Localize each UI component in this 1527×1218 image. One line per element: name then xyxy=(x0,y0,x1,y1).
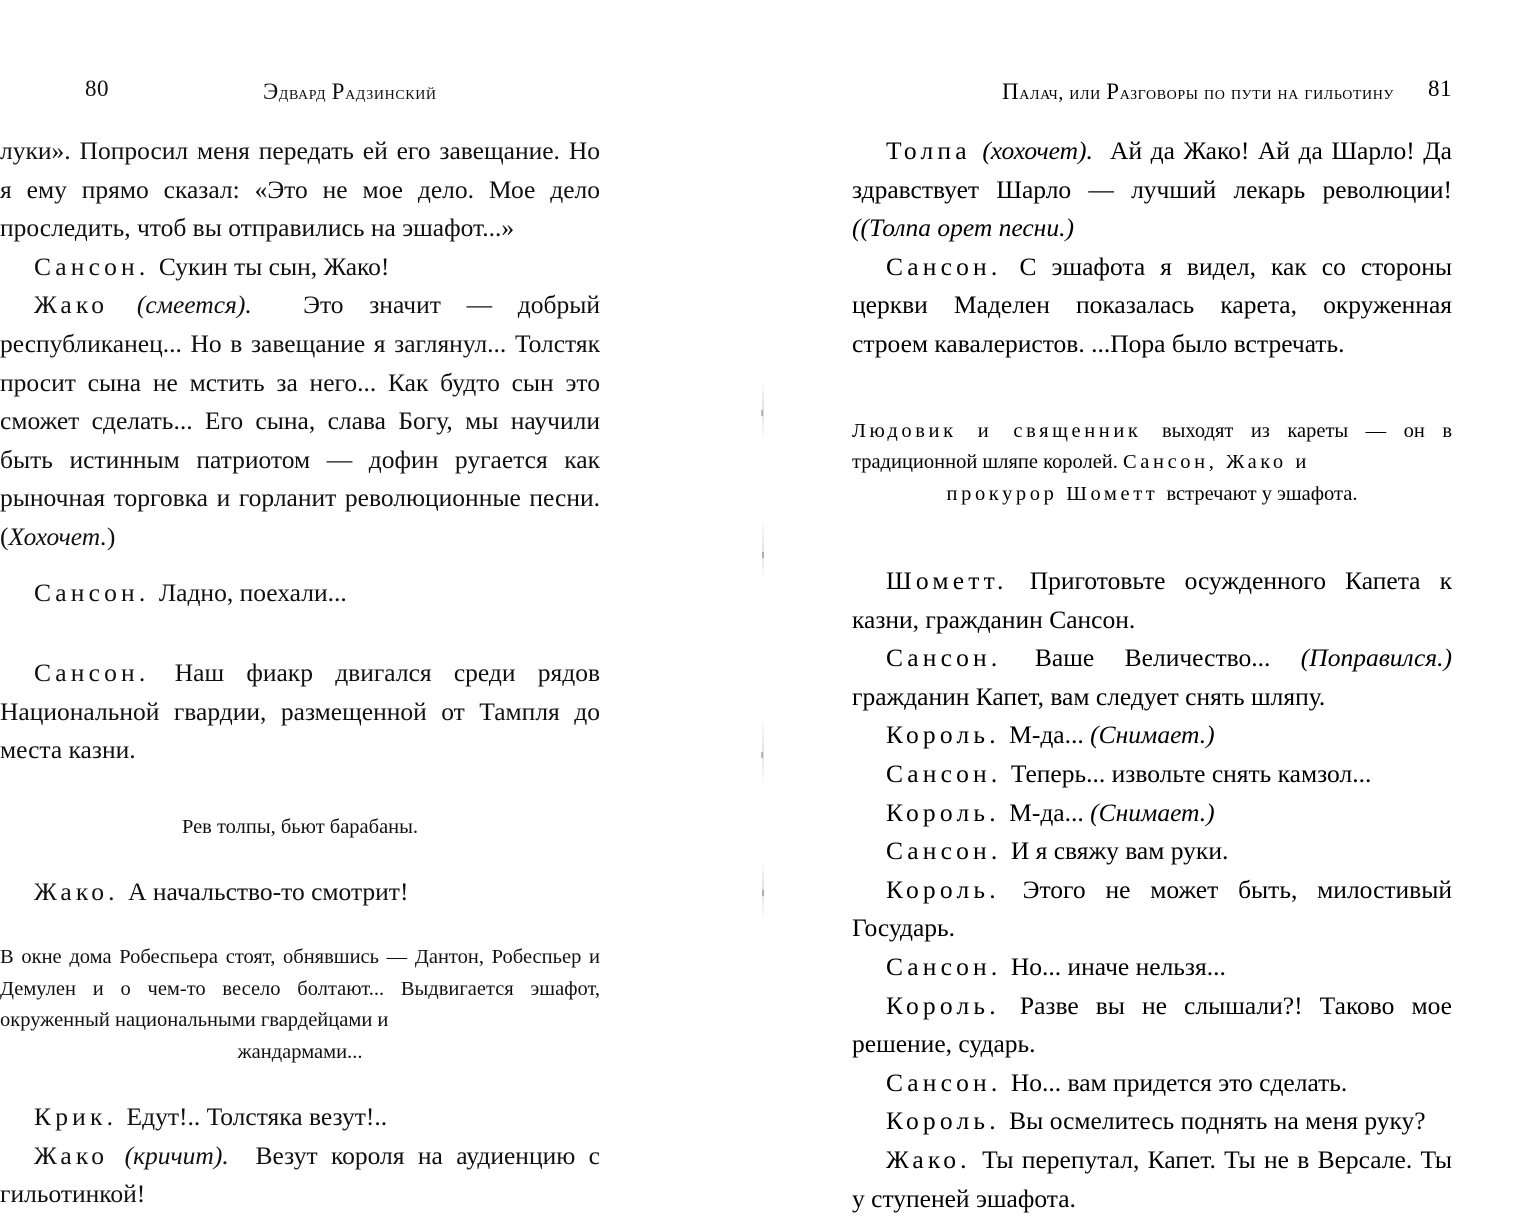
stage-direction-inline: (кричит). xyxy=(124,1140,229,1170)
dialogue-text: Наш фиакр двигался среди рядов Национальной гвардии, размещенной от Тампля до места казни. xyxy=(0,658,601,765)
dialogue-text: Ваше Величество... xyxy=(1034,643,1271,673)
dialogue-line xyxy=(852,832,1452,871)
scan-speck xyxy=(761,410,763,416)
right-running-head xyxy=(852,76,1452,106)
right-page-number: 81 xyxy=(1428,76,1452,101)
stage-direction-inline: (хохочет). xyxy=(982,136,1093,165)
speaker-cue: Жако. xyxy=(34,877,119,907)
speaker-cue: Король. xyxy=(886,1106,1000,1136)
speaker-cue: Жако. xyxy=(886,1144,971,1174)
running-title-text: адзинский xyxy=(345,83,437,104)
speaker-cue: Король. xyxy=(886,720,1000,750)
dialogue-line xyxy=(852,639,1452,716)
dialogue-line xyxy=(852,248,1452,364)
spacer xyxy=(0,1068,600,1098)
left-running-title xyxy=(263,79,437,105)
stage-direction-inline: (Снимает.) xyxy=(1090,797,1215,827)
speaker-cue: прокурор Шометт xyxy=(946,482,1159,505)
right-page xyxy=(852,0,1453,1213)
speaker-cue: Толпа xyxy=(886,136,971,165)
speaker-cue: Сансон. xyxy=(886,952,1002,981)
stage-direction xyxy=(852,416,1452,511)
dialogue-line xyxy=(0,654,600,770)
scan-speck xyxy=(762,552,764,558)
dialogue-line: Жако (смеется). Это значит — добрый республиканец... Но в завещание я заглянул... Толстяк просит сына не мстить за него... Как будто сын это сможет сделать... Его сына, слава Богу, мы научили быть истинным патриотом — дофин ругается как рыночная торговка и горланит революционные песни. (Хохочет.) xyxy=(0,290,600,551)
running-title-initial: П xyxy=(1002,79,1020,104)
paragraph-text: луки». Попросил меня передать ей его завещание. Но я ему прямо сказал: «Это не мое дело. Мое дело проследить, чтоб вы отправились на эшафот...» xyxy=(0,136,600,243)
stage-direction-text: встречают у эшафота. xyxy=(1166,482,1358,505)
speaker-cue: Шометт. xyxy=(886,566,1008,596)
running-title-text: алач, или xyxy=(1019,83,1107,104)
dialogue-text: Но... иначе нельзя... xyxy=(1010,952,1226,981)
running-title-initial: Р xyxy=(331,79,346,104)
stage-direction-text: (Толпа орет песни.) xyxy=(860,213,1074,243)
speaker-cue: Сансон. xyxy=(34,251,150,281)
dialogue-text: Вы осмелитесь поднять на меня руку? xyxy=(1009,1106,1426,1136)
running-title-text: азговоры по пути на гильотину xyxy=(1119,83,1394,104)
dialogue-text: Теперь... извольте снять камзол... xyxy=(1010,759,1372,789)
dialogue-text: Везут короля на аудиенцию с гильотинкой! xyxy=(0,1140,601,1209)
running-title-initial: Э xyxy=(263,79,279,104)
dialogue-text: Сукин ты сын, Жако! xyxy=(158,251,390,281)
dialogue-text: М-да... xyxy=(1009,797,1084,827)
speaker-cue: Жако xyxy=(34,1140,109,1170)
spacer xyxy=(852,510,1452,562)
dialogue-line xyxy=(0,574,600,613)
speaker-cue: Сансон. xyxy=(34,658,150,688)
dialogue-line xyxy=(852,1064,1452,1103)
dialogue-text: И я свяжу вам руки. xyxy=(1010,836,1229,866)
stage-direction xyxy=(0,942,600,1068)
stage-direction-last-line: жандармами... xyxy=(237,1040,363,1063)
dialogue-line xyxy=(852,1141,1452,1218)
spacer xyxy=(0,770,600,812)
spacer xyxy=(0,612,600,654)
dialogue-line xyxy=(852,716,1452,755)
dialogue-line xyxy=(852,794,1452,833)
stage-direction-inline: (Поправился.) xyxy=(1300,643,1452,673)
stage-direction-inline: (смеется). xyxy=(136,290,252,320)
spacer xyxy=(0,843,600,873)
dialogue-text: гражданин Капет, вам следует снять шляпу. xyxy=(852,681,1326,711)
speaker-cue: Крик. xyxy=(34,1102,118,1131)
stage-direction-text: В окне дома Робеспьера стоят, обнявшись — Дантон, Робеспьер и Демулен и о чем-то весело болтают... Выдвигается эшафот, окруженный национальными гвардейцами и xyxy=(0,946,600,1031)
dialogue-text: С эшафота я видел, как со стороны церкви Маделен показалась карета, окруженная строем кавалеристов. ...Пора было встречать. xyxy=(852,251,1453,358)
speaker-cue: Сансон. xyxy=(886,836,1002,866)
dialogue-line xyxy=(852,987,1452,1064)
running-title-initial: Р xyxy=(1106,79,1120,104)
dialogue-text: Это значит — добрый республиканец... Но в завещание я заглянул... Толстяк просит сына не мстить за него... Как будто сын это сможет сделать... Его сына, слава Богу, мы научили быть истинным патриотом — дофин ругается как рыночная торговка и горланит революционные песни. xyxy=(0,290,600,513)
dialogue-line xyxy=(0,248,600,287)
speaker-cue: Сансон. xyxy=(886,1067,1002,1097)
speaker-cue: Король. xyxy=(886,874,1000,904)
speaker-cue: Король. xyxy=(886,797,1000,827)
dialogue-text: А начальство-то смотрит! xyxy=(128,877,409,907)
dialogue-text: Разве вы не слышали?! Таково мое решение, сударь. xyxy=(852,990,1452,1059)
speaker-cue: Сансон, Жако и xyxy=(1123,451,1310,474)
spacer xyxy=(0,557,600,574)
speaker-cue: Сансон. xyxy=(34,577,150,607)
scan-speck xyxy=(762,890,764,896)
dialogue-line xyxy=(0,1137,600,1214)
left-running-head xyxy=(85,76,685,106)
dialogue-text: М-да... xyxy=(1009,720,1084,750)
scan-speck xyxy=(761,752,763,758)
dialogue-line xyxy=(852,562,1452,639)
dialogue-line xyxy=(852,948,1452,987)
speaker-cue: Сансон. xyxy=(886,759,1002,789)
dialogue-line xyxy=(0,1098,600,1137)
speaker-cue: Сансон. xyxy=(886,643,1002,673)
spacer xyxy=(852,364,1452,416)
stage-direction xyxy=(0,812,600,844)
dialogue-text: Но... вам придется это сделать. xyxy=(1010,1067,1348,1097)
left-page-number: 80 xyxy=(85,76,109,101)
speaker-cue: Король. xyxy=(886,990,1000,1020)
stage-direction-text: Рев толпы, бьют барабаны. xyxy=(181,815,419,838)
dialogue-line xyxy=(0,873,600,912)
running-title-text: двард xyxy=(278,83,332,104)
speaker-cue: Жако xyxy=(34,290,109,320)
stage-direction-last-line xyxy=(852,479,1452,511)
dialogue-text: Этого не может быть, милостивый Государь. xyxy=(852,874,1452,943)
page-gutter xyxy=(762,0,764,1080)
stage-direction-inline: Хохочет. xyxy=(8,521,107,551)
dialogue-text: Ай да Жако! Ай да Шарло! Да здравствует Шарло — лучший лекарь революции! xyxy=(852,136,1453,204)
dialogue-line xyxy=(852,755,1452,794)
paragraph xyxy=(0,132,600,248)
dialogue-text: Приготовьте осужденного Капета к казни, гражданин Сансон. xyxy=(852,566,1453,634)
stage-direction-inline: (Снимает.) xyxy=(1090,720,1215,750)
spacer xyxy=(0,912,600,942)
dialogue-text: Едут!.. Толстяка везут!.. xyxy=(126,1102,388,1131)
dialogue-line xyxy=(852,1102,1452,1141)
speaker-cue: Сансон. xyxy=(886,251,1002,281)
stage-direction-text: выходят из кареты — он в традиционной шляпе королей. xyxy=(852,419,1452,474)
right-running-title xyxy=(1002,79,1394,105)
left-text-block xyxy=(0,132,600,1214)
stage-direction-inline: ((Толпа орет песни.) xyxy=(852,213,1074,243)
dialogue-text: Ты перепутал, Капет. Ты не в Версале. Ты у ступеней эшафота. xyxy=(852,1144,1452,1213)
dialogue-line xyxy=(852,871,1452,948)
right-text-block xyxy=(852,132,1452,1218)
dialogue-text: Ладно, поехали... xyxy=(158,577,347,607)
speaker-cue: Людовик и священник xyxy=(852,419,1142,442)
dialogue-line xyxy=(852,132,1452,248)
